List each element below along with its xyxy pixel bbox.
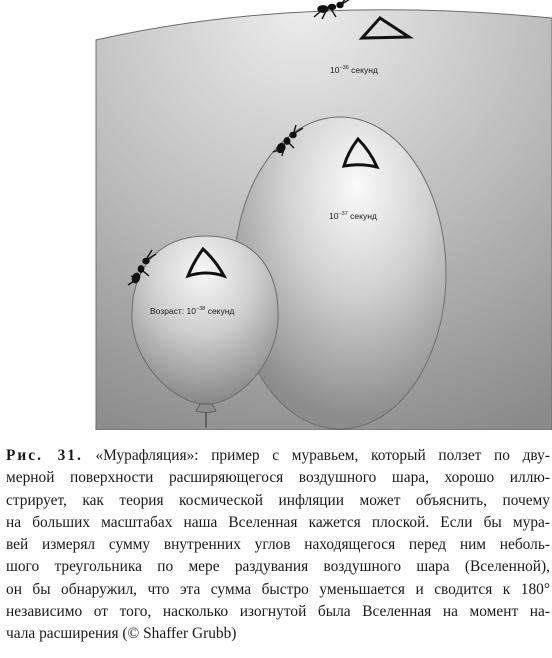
label-large-sphere: $10^{-36}$ секунд xyxy=(330,65,378,75)
caption-line: чала расширения (© Shaffer Grubb) xyxy=(6,625,237,643)
caption-line: на больших масштабах наша Вселенная кажется плоской. Если бы мура- xyxy=(6,513,550,531)
caption-line: он бы обнаружил, что эта сумма быстро уменьшается и сводится к 180° xyxy=(6,580,550,598)
figure-number: Рис. 31. xyxy=(6,447,83,464)
caption-line: Рис. 31. «Мурафляция»: пример с муравьем, который ползет по дву- xyxy=(6,447,550,464)
caption-line: стрирует, как теория космической инфляции может объяснить, почему xyxy=(6,491,550,509)
caption-line: вей измерял сумму внутренних углов находящегося перед ним неболь- xyxy=(6,536,550,554)
label-small-balloon: Возраст: $10^{-38}$ секунд xyxy=(150,306,235,316)
caption-line: независимо от того, насколько изогнутой была Вселенная на момент на- xyxy=(6,603,550,621)
caption-line: шого треугольника по мере раздувания воздушного шара (Вселенной), xyxy=(6,558,550,576)
caption-line: мерной поверхности расширяющегося воздушного шара, хорошо иллю- xyxy=(6,469,550,487)
figure-caption xyxy=(6,445,550,646)
label-medium-balloon: $10^{-37}$ секунд xyxy=(329,211,377,221)
balloon-knot xyxy=(196,404,216,413)
